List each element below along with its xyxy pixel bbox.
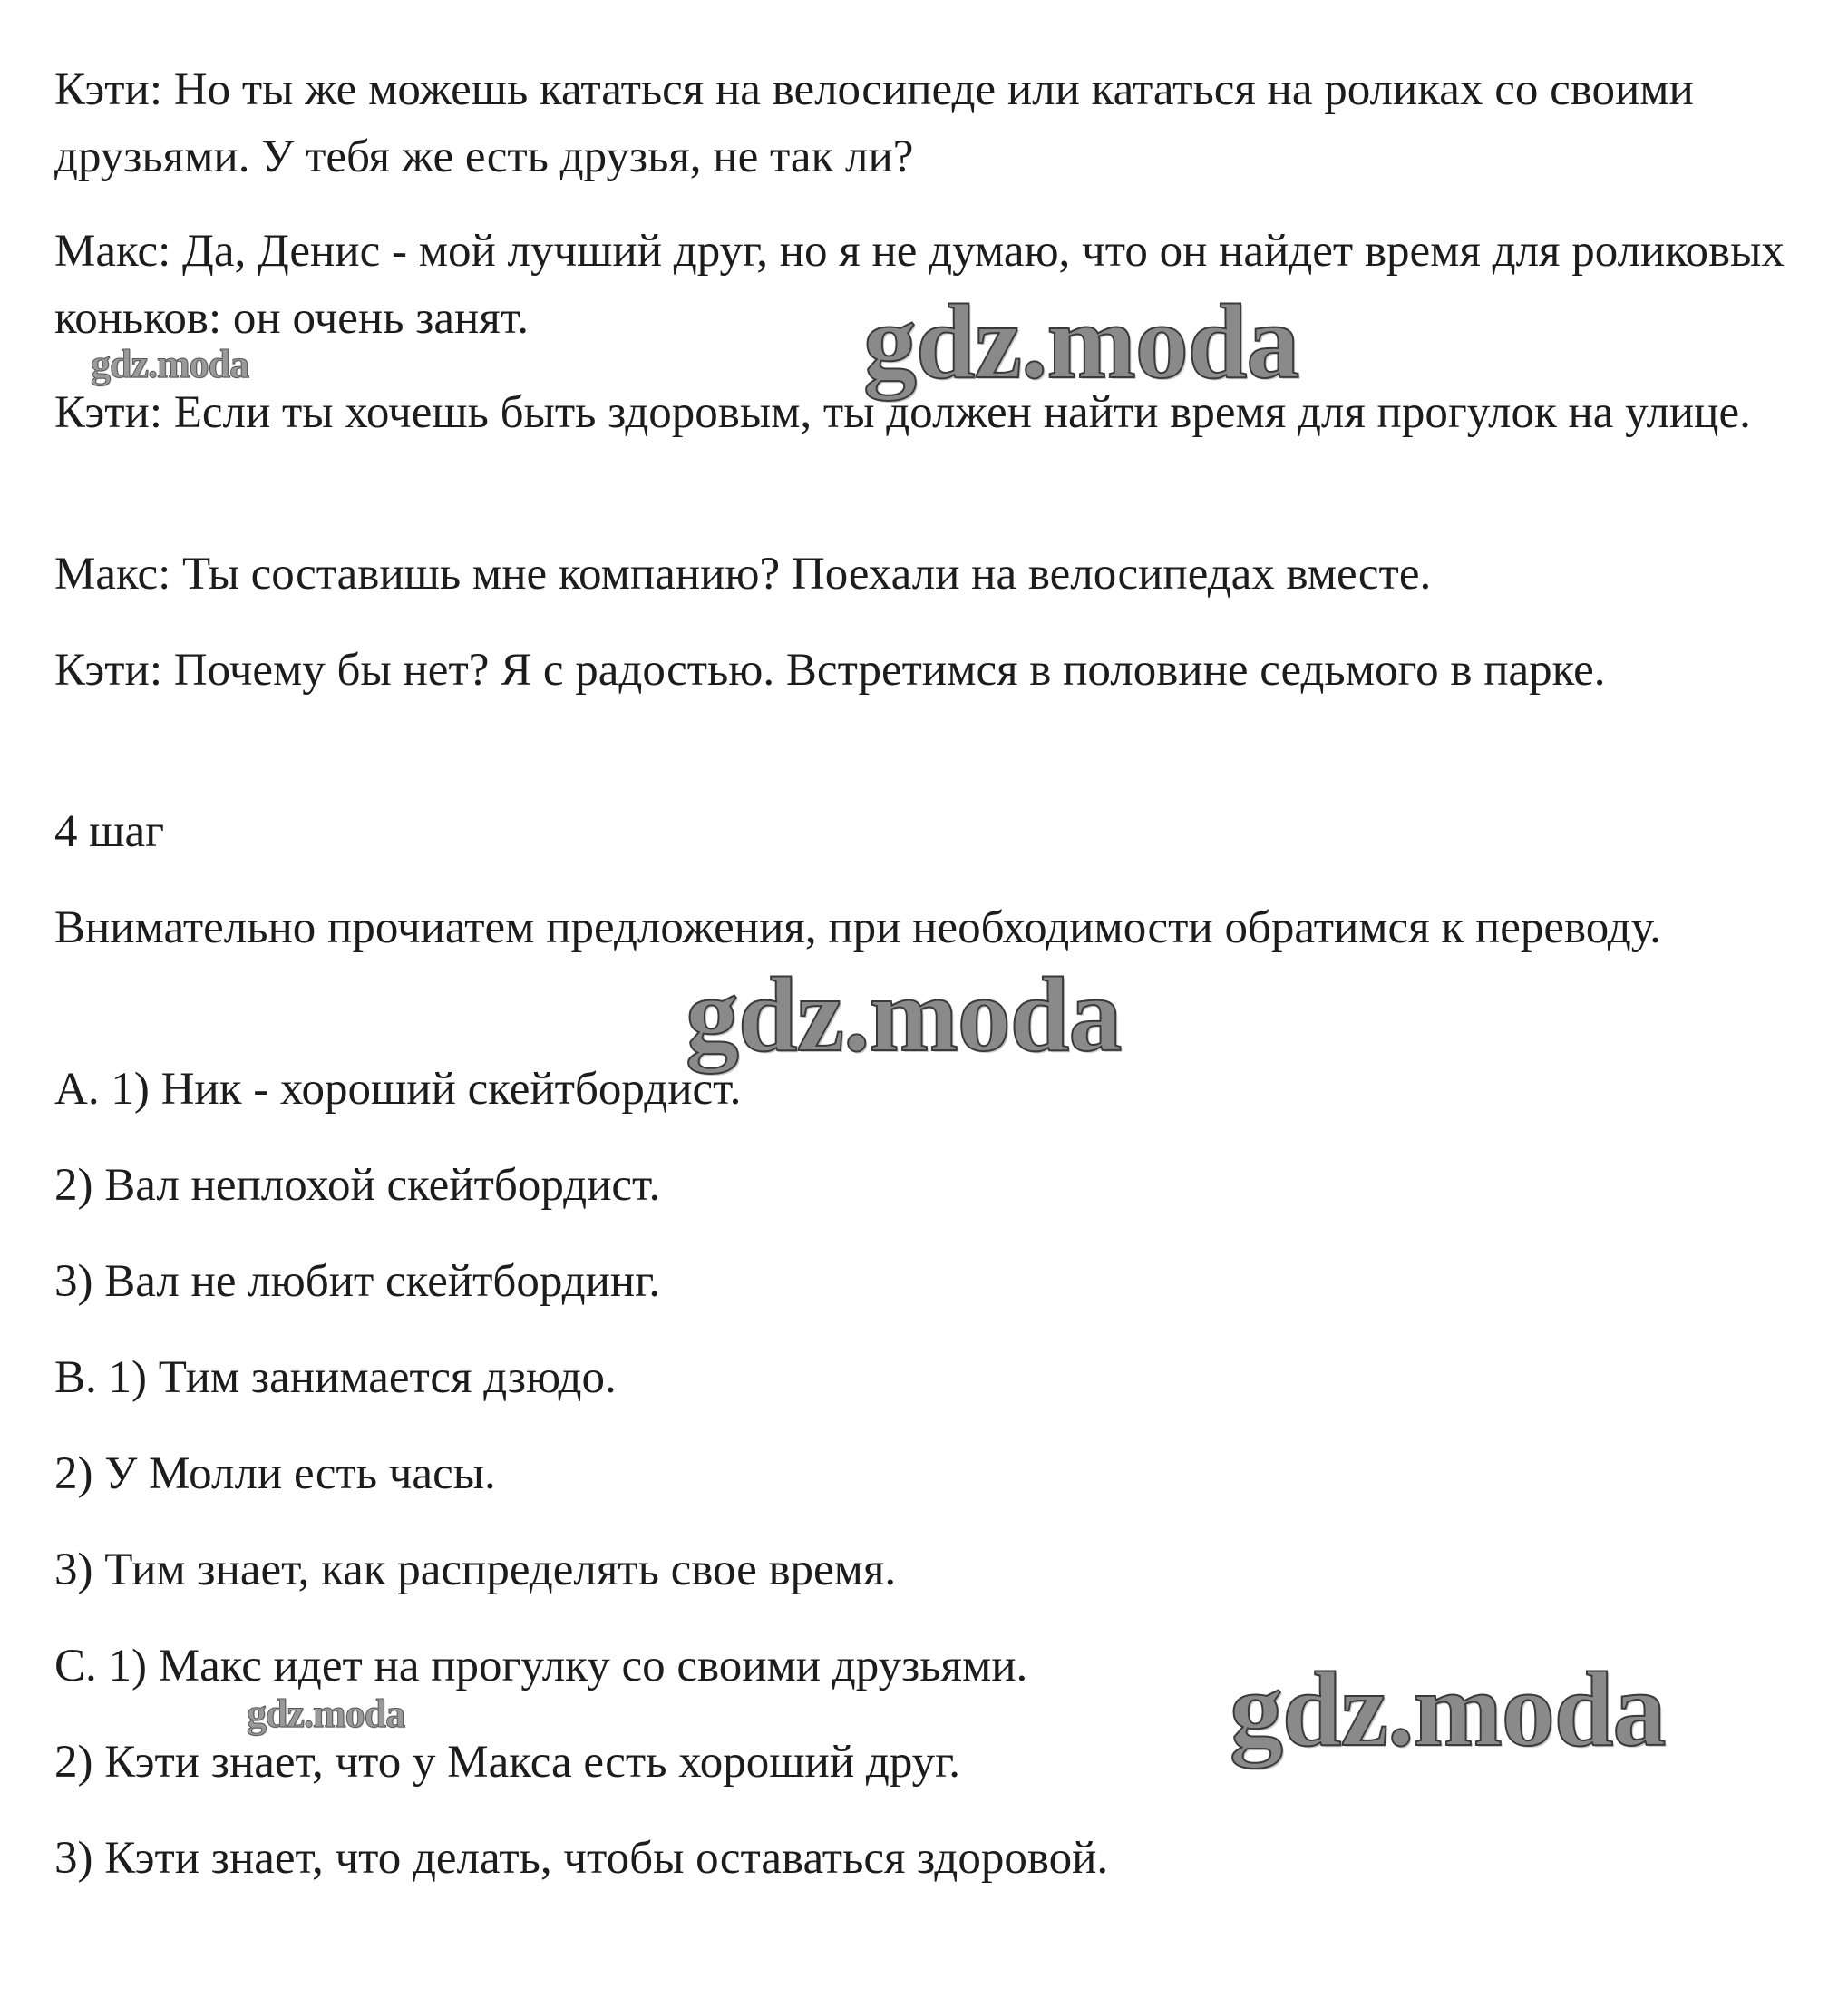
watermark-logo: gdz.moda [1230, 1650, 1666, 1769]
answer-c-3: 3) Кэти знает, что делать, чтобы оставаться здоровой. [54, 1833, 1109, 1884]
answer-c-2: 2) Кэти знает, что у Макса есть хороший друг. [54, 1737, 961, 1788]
watermark-logo: gdz.moda [686, 955, 1122, 1074]
answer-c-1: С. 1) Макс идет на прогулку со своими друзьями. [54, 1641, 1028, 1691]
dialogue-paragraph-3: Кэти: Если ты хочешь быть здоровым, ты должен найти время для прогулок на улице. [54, 387, 1751, 438]
answer-b-2: 2) У Молли есть часы. [54, 1448, 496, 1499]
answer-b-3: 3) Тим знает, как распределять свое время. [54, 1545, 897, 1595]
answer-a-2: 2) Вал неплохой скейтбордист. [54, 1160, 661, 1211]
step-heading: 4 шаг [54, 806, 165, 857]
answer-a-1: А. 1) Ник - хороший скейтбордист. [54, 1064, 742, 1115]
watermark-logo: gdz.moda [863, 282, 1299, 401]
dialogue-paragraph-1: Кэти: Но ты же можешь кататься на велосипеде или кататься на роликах со своими друзьями. У тебя же есть друзья, не так ли? [54, 64, 1694, 182]
answer-b-1: В. 1) Тим занимается дзюдо. [54, 1352, 617, 1403]
watermark-logo-small: gdz.moda [247, 1691, 405, 1736]
answer-a-3: 3) Вал не любит скейтбординг. [54, 1256, 661, 1307]
dialogue-paragraph-4: Макс: Ты составишь мне компанию? Поехали на велосипедах вместе. [54, 549, 1432, 599]
instruction-paragraph: Внимательно прочиатем предложения, при необходимости обратимся к переводу. [54, 902, 1661, 953]
watermark-logo-small: gdz.moda [91, 342, 249, 386]
dialogue-paragraph-5: Кэти: Почему бы нет? Я с радостью. Встретимся в половине седьмого в парке. [54, 645, 1606, 696]
dialogue-paragraph-2: Макс: Да, Денис - мой лучший друг, но я не думаю, что он найдет время для роликовых коньков: он очень занят. [54, 226, 1785, 344]
